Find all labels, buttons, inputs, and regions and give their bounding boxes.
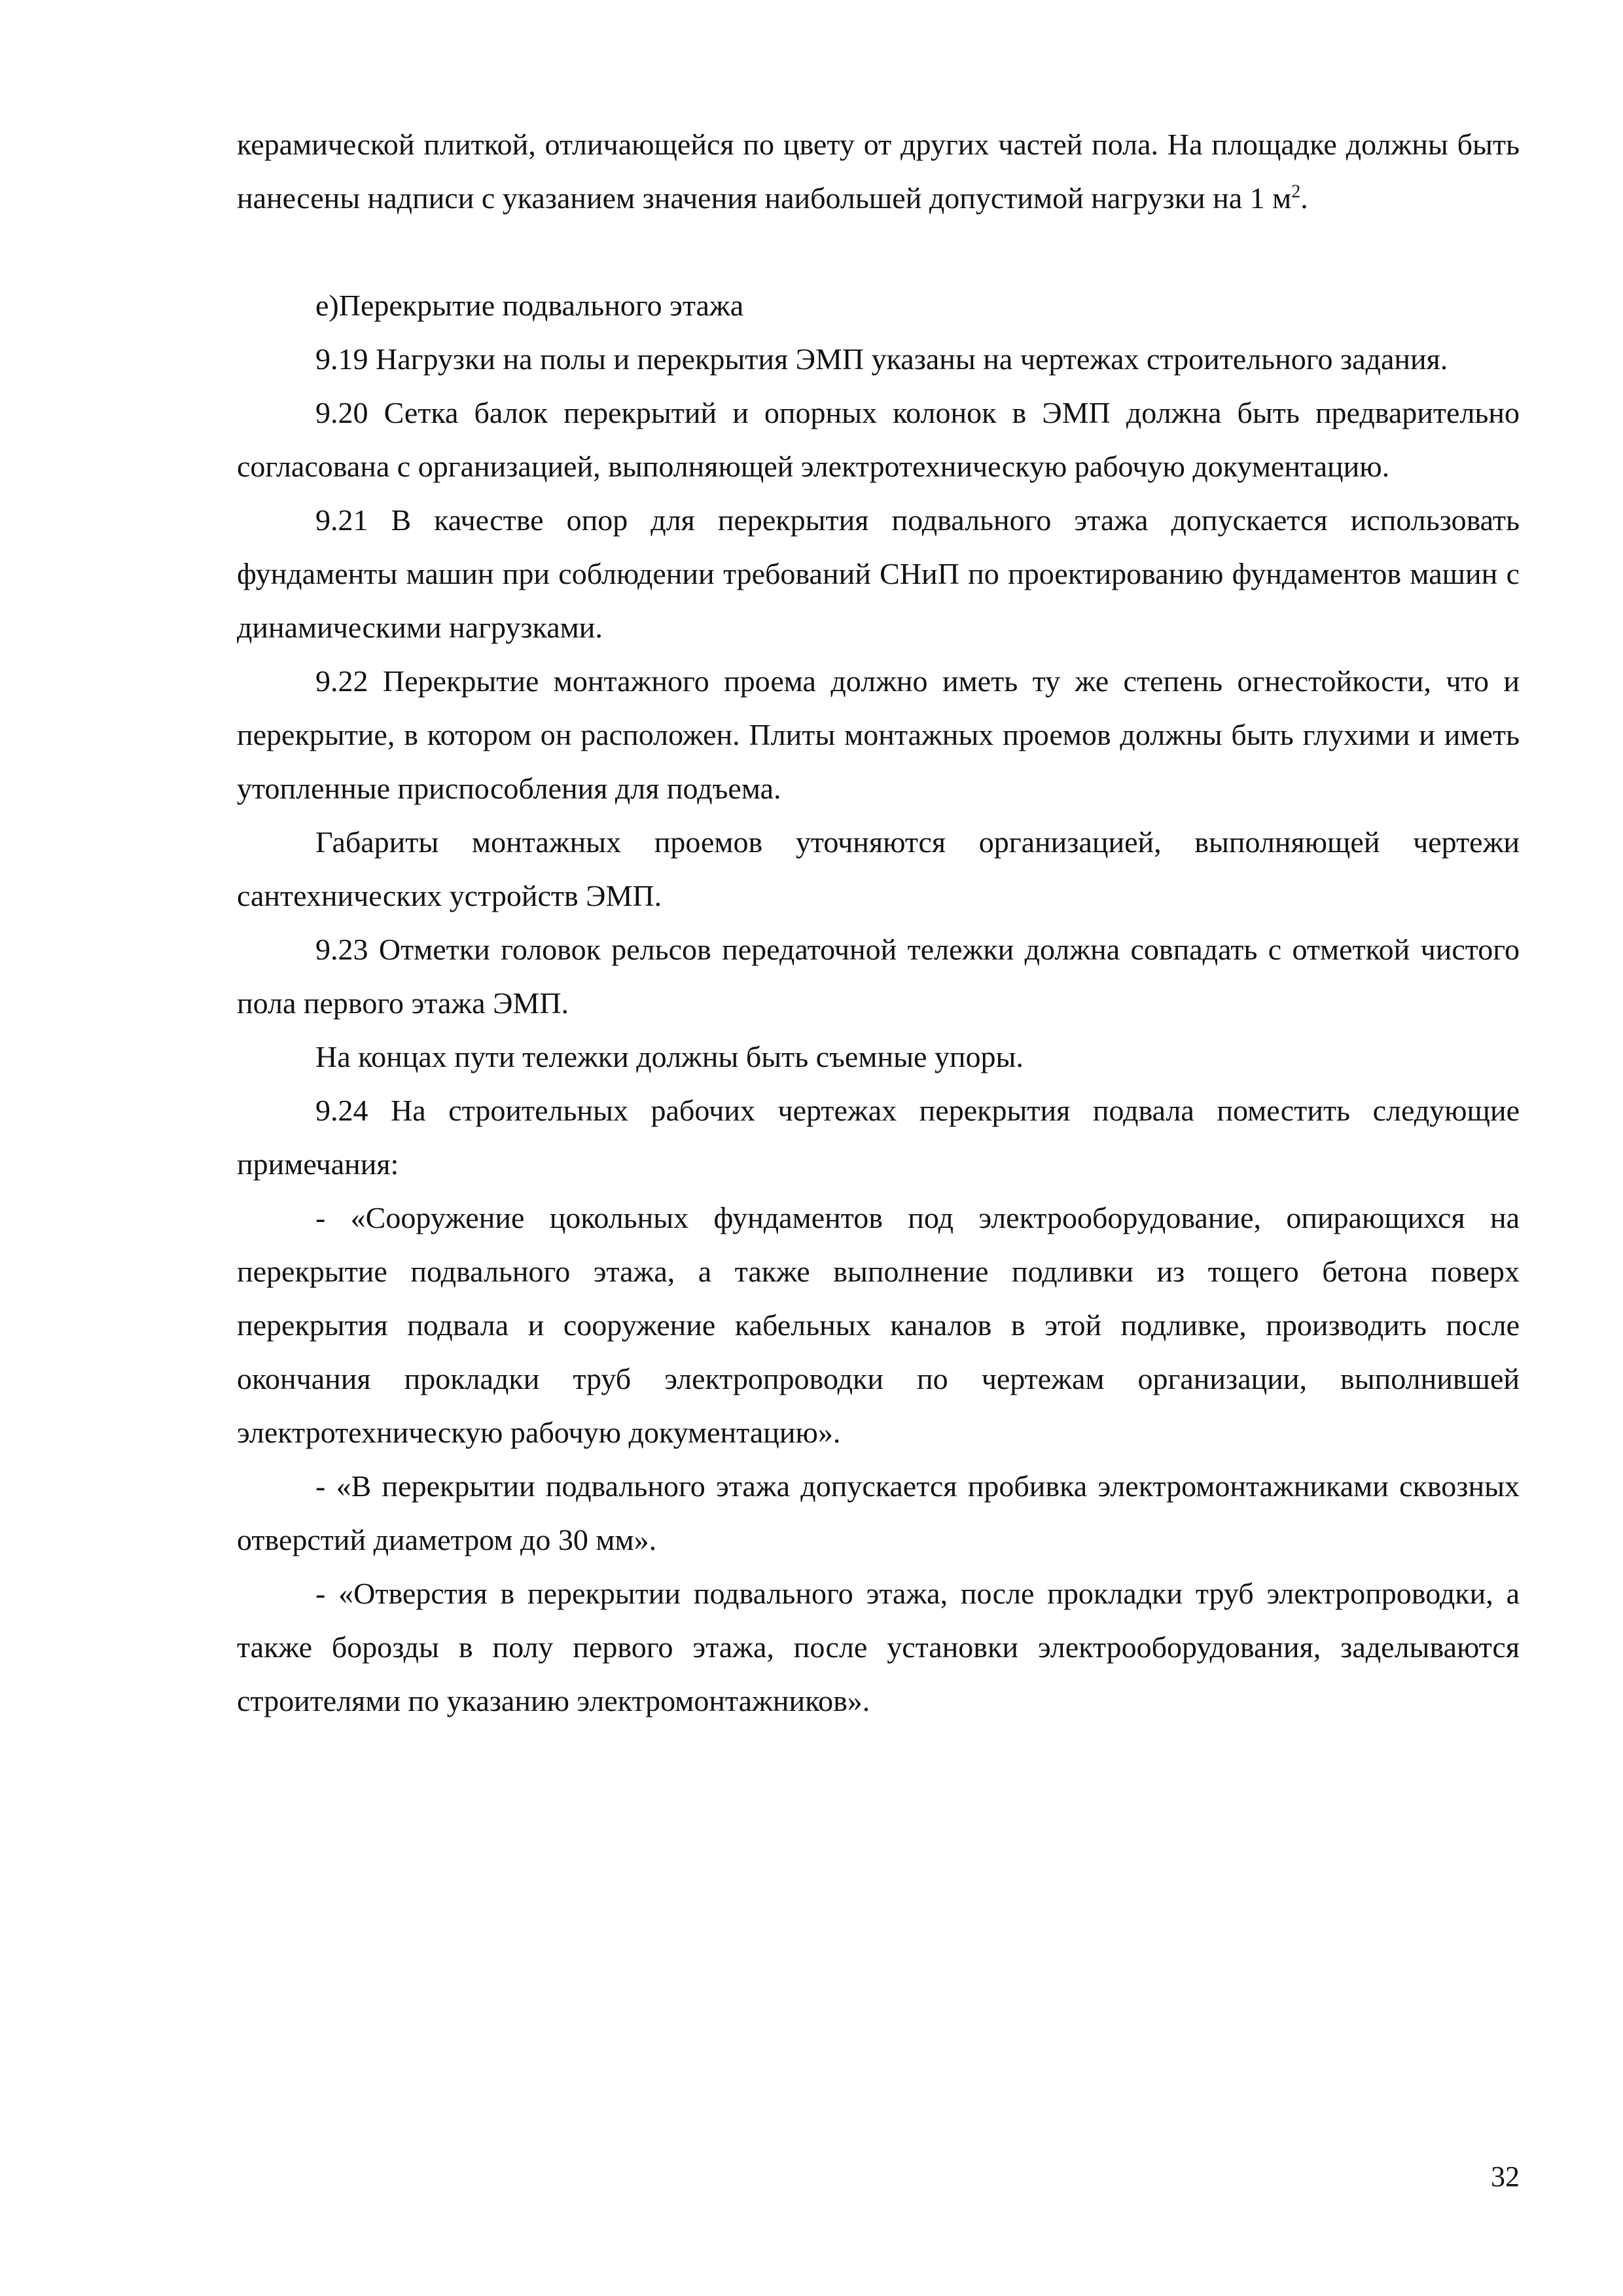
paragraph-dimensions: Габариты монтажных проемов уточняются организацией, выполняющей чертежи сантехнических устройств ЭМП. [237,825,1520,912]
paragraph-9-23: 9.23 Отметки головок рельсов передаточной тележки должна совпадать с отметкой чистого пола первого этажа ЭМП. [237,933,1520,1020]
paragraph-9-21: 9.21 В качестве опор для перекрытия подвального этажа допускается использовать фундаменты машин при соблюдении требований СНиП по проектированию фундаментов машин с динамическими нагрузками. [237,503,1520,644]
paragraph-9-24: 9.24 На строительных рабочих чертежах перекрытия подвала поместить следующие примечания: [237,1094,1520,1181]
paragraph-stops: На концах пути тележки должны быть съемные упоры. [315,1040,1024,1073]
paragraph-9-19: 9.19 Нагрузки на полы и перекрытия ЭМП указаны на чертежах строительного задания. [315,342,1448,376]
paragraph-9-22: 9.22 Перекрытие монтажного проема должно иметь ту же степень огнестойкости, что и перекрытие, в котором он расположен. Плиты монтажных проемов должны быть глухими и иметь утопленные приспособления для подъема. [237,664,1520,805]
paragraph-9-20: 9.20 Сетка балок перекрытий и опорных колонок в ЭМП должна быть предварительно согласована с организацией, выполняющей электротехническую рабочую документацию. [237,396,1520,483]
page-number: 32 [1491,2161,1520,2193]
intro-superscript: 2 [1291,181,1301,202]
intro-end: . [1300,181,1308,215]
note-foundations: - «Сооружение цокольных фундаментов под электрооборудование, опирающихся на перекрытие подвального этажа, а также выполнение подливки из тощего бетона поверх перекрытия подвала и сооружение кабельных каналов в этой подливке, производить после окончания прокладки труб электропроводки по чертежам организации, выполнившей электротехническую рабочую документацию». [237,1201,1520,1449]
intro-text: керамической плиткой, отличающейся по цвету от других частей пола. На площадке должны быть нанесены надписи с указанием значения наибольшей допустимой нагрузки на 1 м [237,128,1520,215]
section-heading: е)Перекрытие подвального этажа [315,289,744,322]
intro-paragraph [237,118,1520,225]
document-page [237,118,1520,1728]
note-openings: - «Отверстия в перекрытии подвального этажа, после прокладки труб электропроводки, а также борозды в полу первого этажа, после установки электрооборудования, заделываются строителями по указанию электромонтажников». [237,1577,1520,1717]
note-holes: - «В перекрытии подвального этажа допускается пробивка электромонтажниками сквозных отверстий диаметром до 30 мм». [237,1469,1520,1556]
